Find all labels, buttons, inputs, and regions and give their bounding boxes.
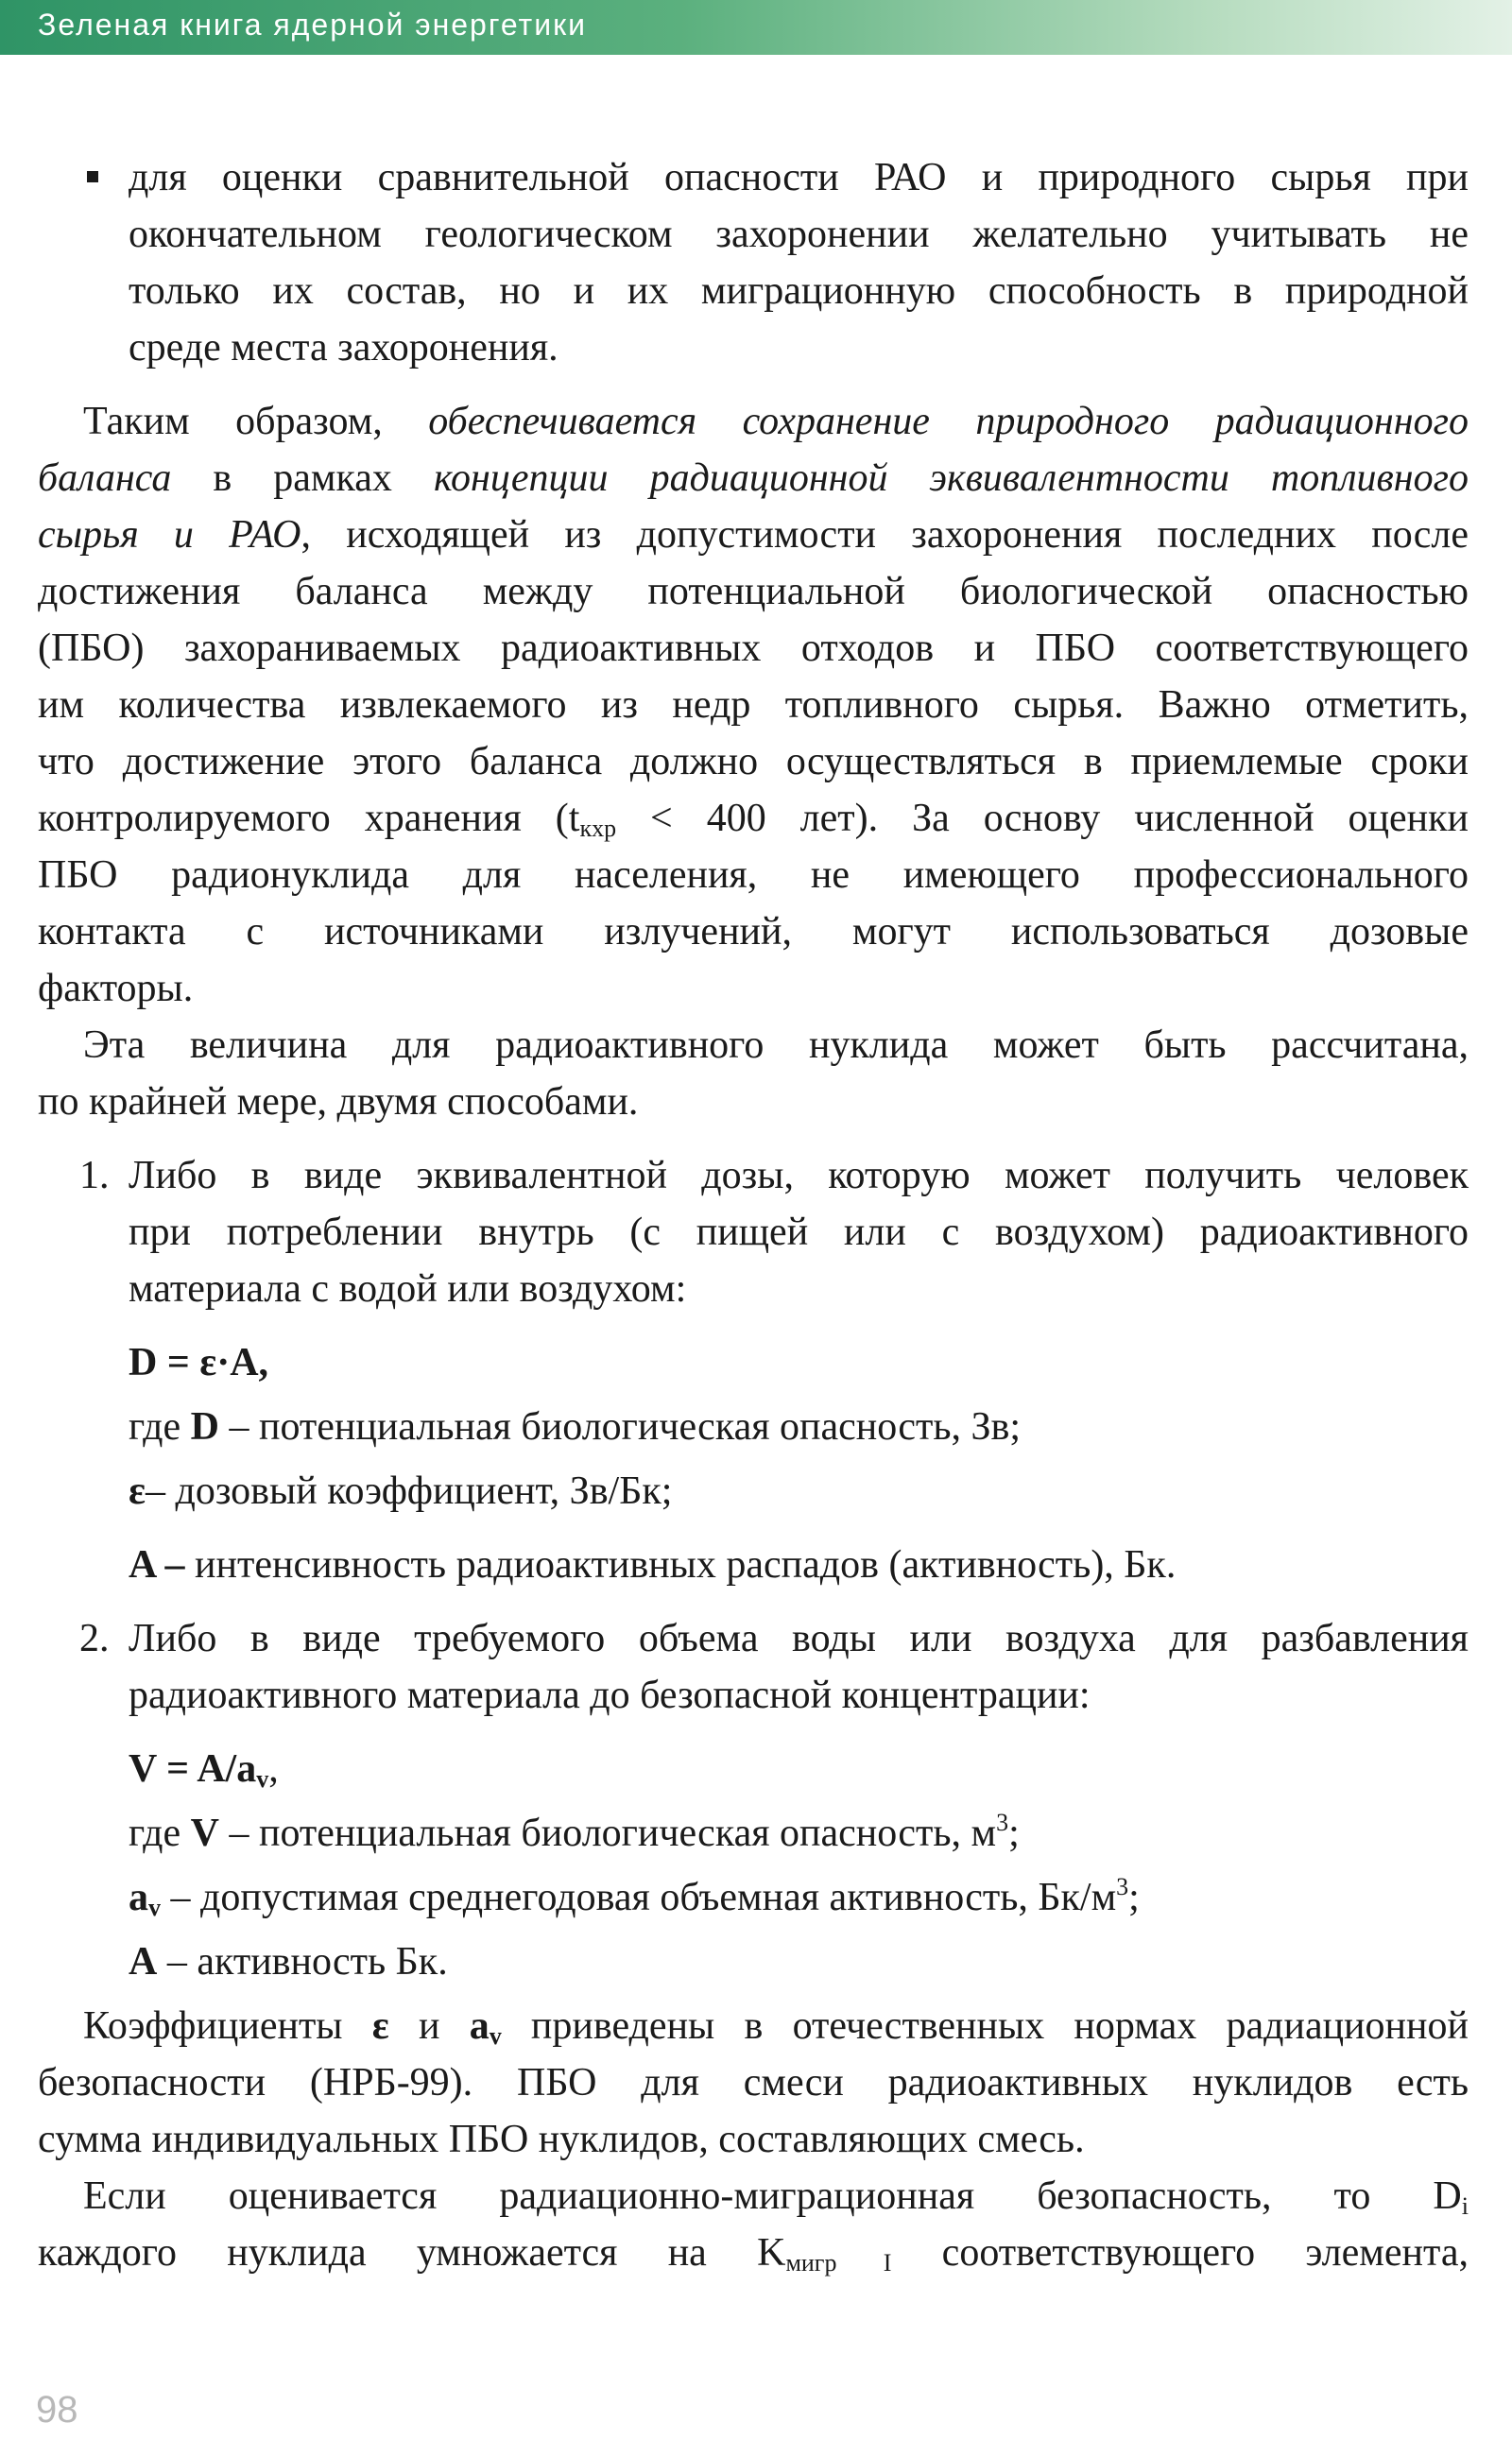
formula-definition: где V – потенциальная биологическая опасность, $м^3$; [129,1809,1020,1855]
text-line: по крайней мере, двумя способами. [38,1080,639,1124]
text-line: достижения баланса между потенциальной биологической опасностью [38,570,1469,613]
page-content [38,149,1469,2281]
formula-dose: D = ε·A, [129,1341,269,1384]
paragraph-migration [38,2168,1469,2281]
text-line: контролируемого хранения ($t_{кхр} < 400$ лет). За основу численной оценки [38,797,1469,842]
text-line: им количества извлекаемого из недр топливного сырья. Важно отметить, [38,683,1469,727]
formula-definition: $a_v$ – допустимая среднегодовая объемная активность, $Бк/м^3$; [129,1873,1140,1921]
text-line: Если оценивается радиационно-миграционная безопасность, то $D_i$ [83,2174,1469,2220]
text-line: безопасности (НРБ-99). ПБО для смеси радиоактивных нуклидов есть [38,2061,1469,2105]
text-line: ПБО радионуклида для населения, не имеющего профессионального [38,853,1469,897]
bullet-list-item [38,149,1469,376]
formula-volume: $V = A/a_v$, [129,1747,279,1793]
text-line: каждого нуклида умножается на $K_{мигр I}$ соответствующего элемента, [38,2231,1469,2277]
text-line: материала с водой или воздухом: [129,1267,687,1311]
text-line: окончательном геологическом захоронении желательно учитывать не [129,213,1469,256]
formula-definition: ε– дозовый коэффициент, Зв/Бк; [129,1469,673,1513]
text-line: радиоактивного материала до безопасной концентрации: [129,1674,1091,1717]
formula-definition: где D – потенциальная биологическая опасность, Зв; [129,1405,1022,1449]
text-line: для оценки сравнительной опасности РАО и природного сырья при [129,156,1469,199]
text-line: контакта с источниками излучений, могут использоваться дозовые [38,910,1469,954]
text-line: Либо в виде требуемого объема воды или воздуха для разбавления [129,1617,1469,1660]
square-bullet-icon [87,171,98,182]
text-line: сумма индивидуальных ПБО нуклидов, составляющих смесь. [38,2118,1085,2161]
text-line: баланса в рамках концепции радиационной эквивалентности топливного [38,456,1469,500]
text-line: (ПБО) захораниваемых радиоактивных отходов и ПБО соответствующего [38,627,1469,670]
text-line: Коэффициенты ε и $a_v$ приведены в отечественных нормах радиационной [83,2004,1469,2050]
header-title: Зеленая книга ядерной энергетики [38,8,587,42]
paragraph-coefficients [38,1998,1469,2168]
paragraph-methods [38,1017,1469,1130]
list-number: 1. [79,1154,110,1197]
page-header-bar [0,0,1512,55]
text-line: только их состав, но и их миграционную способность в природной [129,269,1469,313]
paragraph-conclusion [38,393,1469,1017]
text-line: факторы. [38,967,194,1010]
numbered-item-2 [38,1610,1469,1724]
text-line: среде места захоронения. [129,326,558,369]
numbered-item-1 [38,1147,1469,1317]
formula-definition: A – интенсивность радиоактивных распадов (активность), Бк. [129,1543,1177,1587]
text-line: Таким образом, обеспечивается сохранение природного радиационного [83,400,1469,443]
text-line: при потреблении внутрь (с пищей или с воздухом) радиоактивного [129,1211,1469,1254]
list-number: 2. [79,1617,110,1660]
text-line: Эта величина для радиоактивного нуклида может быть рассчитана, [83,1023,1469,1067]
text-line: Либо в виде эквивалентной дозы, которую может получить человек [129,1154,1469,1197]
formula-definition: A – активность Бк. [129,1940,448,1984]
page-number: 98 [36,2389,78,2431]
text-line: сырья и РАО, исходящей из допустимости захоронения последних после [38,513,1469,557]
text-line: что достижение этого баланса должно осуществляться в приемлемые сроки [38,740,1469,783]
